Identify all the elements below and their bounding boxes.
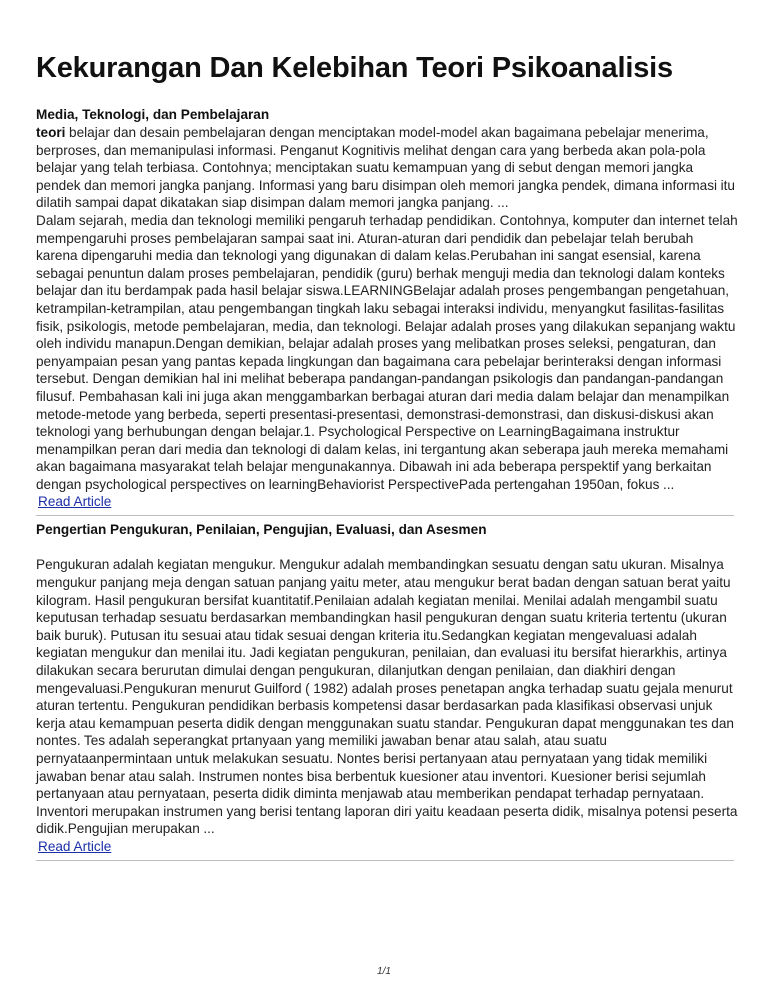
heading-spacer <box>36 539 738 556</box>
read-article-link[interactable]: Read Article <box>38 838 112 854</box>
article-item <box>36 106 738 516</box>
lead-word: teori <box>36 125 66 140</box>
article-item <box>36 521 738 861</box>
article-excerpt: Pengukuran adalah kegiatan mengukur. Mengukur adalah membandingkan sesuatu dengan satu ukuran. Misalnya mengukur panjang meja dengan satuan panjang yaitu meter, atau mengukur berat badan dengan satuan berat yaitu kilogram. Hasil pengukuran bersifat kuantitatif.Penilaian adalah kegiatan menilai. Menilai adalah mengambil suatu keputusan terhadap sesuatu berdasarkan membandingkan hasil pengukuran dengan suatu kriteria tertentu (ukuran baik buruk). Putusan itu sesuai atau tidak sesuai dengan kriteria itu.Sedangkan kegiatan mengevaluasi adalah kegiatan mengukur dan menilai itu. Jadi kegiatan pengukuran, penilaian, dan evaluasi itu bersifat hierarkhis, artinya dilakukan secara berurutan dimulai dengan pengukuran, dilanjutkan dengan penilaian, dan diakhiri dengan mengevaluasi.Pengukuran menurut Guilford ( 1982) adalah proses penetapan angka terhadap suatu gejala menurut aturan tertentu. Pengukuran pendidikan berbasis kompetensi dasar berdasarkan pada klasifikasi observasi unjuk kerja atau kemampuan peserta didik dengan menggunakan suatu standar. Pengukuran dapat menggunakan tes dan nontes. Tes adalah seperangkat prtanyaan yang memiliki jawaban benar atau salah, atau suatu pernyataanpermintaan untuk melakukan sesuatu. Nontes berisi pertanyaan atau pernyataan yang tidak memiliki jawaban benar atau salah. Instrumen nontes bisa berbentuk kuesioner atau inventori. Kuesioner berisi sejumlah pertanyaan atau pernyataan, peserta didik diminta menjawab atau memberikan pendapat terhadap pernyataan. Inventori merupakan instrumen yang berisi tentang laporan diri yaitu keadaan peserta didik, misalnya potensi peserta didik.Pengujian merupakan ... <box>36 557 738 837</box>
article-heading: Media, Teknologi, dan Pembelajaran <box>36 107 270 122</box>
page-number: 1/1 <box>377 966 391 977</box>
article-divider <box>36 860 734 861</box>
article-divider <box>36 515 734 516</box>
article-heading: Pengertian Pengukuran, Penilaian, Pengujian, Evaluasi, dan Asesmen <box>36 522 487 538</box>
article-list <box>36 106 738 866</box>
excerpt-text: belajar dan desain pembelajaran dengan menciptakan model-model akan bagaimana pebelajar menerima, berproses, dan memanipulasi informasi. Penganut Kognitivis melihat dengan cara yang berbeda akan pola-pola belajar yang telah terbiasa. Contohnya; menciptakan suatu kemampuan yang di sebut dengan memori jangka pendek dan memori jangka panjang. Informasi yang baru disimpan oleh memori jangka pendek, dimana informasi itu dilatih sampai dapat dikatakan siap disimpan dalam memori jangka panjang. ... <box>36 125 735 211</box>
read-article-link[interactable]: Read Article <box>38 494 112 510</box>
document-title: Kekurangan Dan Kelebihan Teori Psikoanalisis <box>36 52 673 84</box>
article-excerpt <box>36 124 738 212</box>
article-excerpt-continued: Dalam sejarah, media dan teknologi memiliki pengaruh terhadap pendidikan. Contohnya, komputer dan internet telah mempengaruhi proses pembelajaran sampai saat ini. Aturan-aturan dari pendidik dan pebelajar telah berubah karena dipengaruhi media dan teknologi yang digunakan di dalam kelas.Perubahan ini sangat esensial, karena sebagai penuntun dalam proses pembelajaran, pendidik (guru) berhak menguji media dan teknologi dalam konteks belajar dan itu berdampak pada hasil belajar siswa.LEARNINGBelajar adalah proses pengembangan pengetahuan, ketrampilan-ketrampilan, atau pengembangan tingkah laku sebagai interaksi individu, menyangkut fasilitas-fasilitas fisik, psikologis, metode pembelajaran, media, dan teknologi. Belajar adalah proses yang dilakukan sepanjang waktu oleh individu manapun.Dengan demikian, belajar adalah proses yang melibatkan proses seleksi, pengaturan, dan penyampaian pesan yang pantas kepada lingkungan dan bagaimana cara pebelajar berinteraksi dengan informasi tersebut. Dengan demikian hal ini melihat beberapa pandangan-pandangan psikologis dan pandangan-pandangan filusuf. Pembahasan kali ini juga akan menggambarkan berbagai aturan dari media dalam belajar dan menampilkan metode-metode yang berbeda, seperti presentasi-presentasi, demonstrasi-demonstrasi, dan diskusi-diskusi akan teknologi yang berhubungan dengan belajar.1. Psychological Perspective on LearningBagaimana instruktur menampilkan peran dari media dan teknologi di dalam kelas, ini tergantung akan seberapa jauh mereka memahami akan bagaimana masyarakat telah belajar mengunakannya. Dibawah ini ada beberapa perspektif yang berkaitan dengan psychological perspectives on learningBehaviorist PerspectivePada pertengahan 1950an, fokus ... <box>36 212 738 492</box>
